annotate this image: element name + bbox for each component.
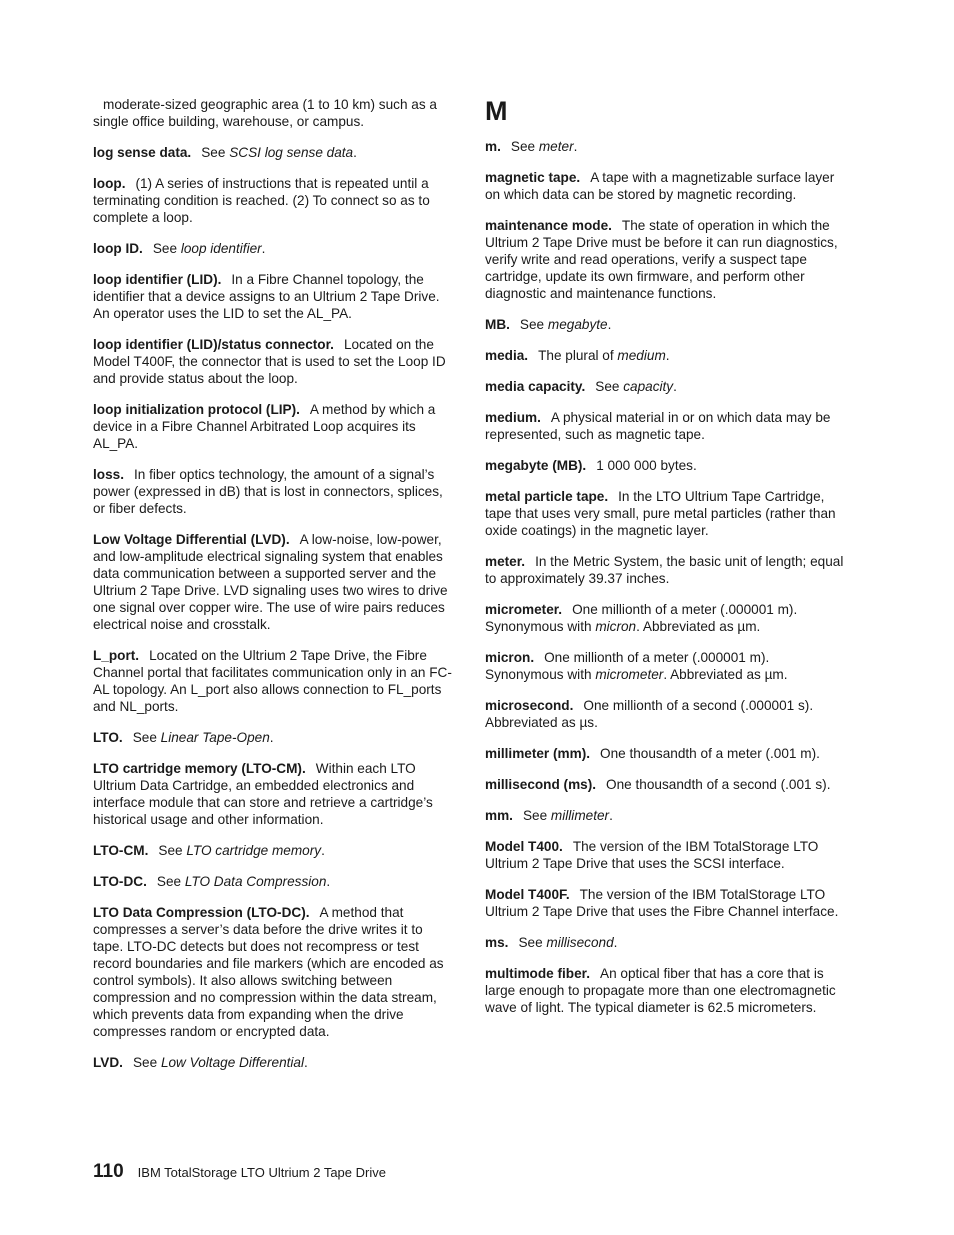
glossary-entry	[93, 144, 455, 161]
glossary-column-left	[93, 96, 455, 1085]
glossary-tail: .	[609, 808, 613, 823]
glossary-entry	[485, 553, 845, 587]
glossary-term: loop identifier (LID).	[93, 272, 222, 287]
glossary-term: media capacity.	[485, 379, 586, 394]
glossary-definition: 1 000 000 bytes.	[596, 458, 697, 473]
glossary-term: m.	[485, 139, 501, 154]
glossary-definition: The version of the IBM TotalStorage LTO Ultrium 2 Tape Drive that uses the Fibre Channel interface.	[485, 887, 839, 919]
glossary-tail: .	[665, 348, 670, 363]
glossary-term: LTO cartridge memory (LTO-CM).	[93, 761, 306, 776]
glossary-entry	[93, 760, 455, 828]
glossary-entry	[93, 466, 455, 517]
glossary-entry	[485, 347, 845, 364]
glossary-term: loop ID.	[93, 241, 143, 256]
glossary-term: meter.	[485, 554, 526, 569]
glossary-term: multimode fiber.	[485, 966, 590, 981]
glossary-cross-reference: Low Voltage Differential	[160, 1055, 305, 1070]
glossary-definition: A low-noise, low-power, and low-amplitude electrical signaling system that enables data communication between a supported server and the Ultrium 2 Tape Drive. LVD signaling uses two wires to drive one signal over copper wire. The use of wire pairs reduces electrical noise and crosstalk.	[93, 532, 448, 632]
glossary-entry	[93, 1054, 455, 1071]
glossary-entry	[93, 729, 455, 746]
glossary-entry	[485, 169, 845, 203]
glossary-entry	[485, 488, 845, 539]
glossary-tail: .	[321, 843, 325, 858]
glossary-entry	[93, 904, 455, 1040]
glossary-entry	[93, 336, 455, 387]
glossary-entry	[93, 647, 455, 715]
glossary-definition: A physical material in or on which data may be represented, such as magnetic tape.	[485, 410, 831, 442]
glossary-cross-reference: loop identifier	[180, 241, 262, 256]
glossary-cross-reference: LTO Data Compression	[184, 874, 327, 889]
glossary-entry	[485, 745, 845, 762]
glossary-term: log sense data.	[93, 145, 192, 160]
glossary-definition: See	[156, 874, 182, 889]
glossary-definition: One millionth of a meter (.000001 m). Synonymous with	[485, 602, 798, 634]
glossary-cross-reference: LTO cartridge memory	[186, 843, 322, 858]
glossary-term: MB.	[485, 317, 510, 332]
glossary-term: microsecond.	[485, 698, 574, 713]
glossary-term: micrometer.	[485, 602, 563, 617]
glossary-tail: .	[673, 379, 677, 394]
glossary-definition: A method by which a device in a Fibre Channel Arbitrated Loop acquires its AL_PA.	[93, 402, 436, 451]
glossary-entry	[93, 873, 455, 890]
glossary-term: LTO-CM.	[93, 843, 149, 858]
glossary-tail: .	[613, 935, 618, 950]
glossary-column-right	[485, 96, 845, 1030]
glossary-cross-reference: micron	[595, 619, 637, 634]
glossary-cross-reference: Linear Tape-Open	[160, 730, 270, 745]
glossary-cross-reference: millisecond	[546, 935, 614, 950]
glossary-entry	[485, 316, 845, 333]
glossary-term: maintenance mode.	[485, 218, 612, 233]
glossary-term: metal particle tape.	[485, 489, 609, 504]
glossary-tail: .	[269, 730, 274, 745]
glossary-cross-reference: micrometer	[595, 667, 664, 682]
glossary-entry	[485, 697, 845, 731]
glossary-definition: A method that compresses a server’s data before the drive writes it to tape. LTO-DC detects but does not recompress or test record boundaries and file markers (which are encoded as control symbols). It also allows switching between compression and no compression within the data stream, which prevents data from expanding when the drive compresses random or encrypted data.	[93, 905, 444, 1039]
glossary-definition: Located on the Model T400F, the connector that is used to set the Loop ID and provide status about the loop.	[93, 337, 446, 386]
glossary-definition: One thousandth of a meter (.001 m).	[600, 746, 820, 761]
book-title: IBM TotalStorage LTO Ultrium 2 Tape Drive	[137, 1165, 386, 1180]
glossary-term: LTO Data Compression (LTO-DC).	[93, 905, 310, 920]
glossary-cross-reference: SCSI log sense data	[229, 145, 354, 160]
glossary-definition: See	[152, 241, 178, 256]
glossary-term: LVD.	[93, 1055, 123, 1070]
glossary-term: millimeter (mm).	[485, 746, 590, 761]
glossary-term: medium.	[485, 410, 541, 425]
glossary-term: millisecond (ms).	[485, 777, 597, 792]
section-letter-heading: M	[485, 96, 508, 126]
glossary-cross-reference: megabyte	[547, 317, 608, 332]
glossary-tail: .	[326, 874, 331, 889]
glossary-term: L_port.	[93, 648, 140, 663]
glossary-definition: (1) A series of instructions that is repeated until a terminating condition is reached. (2) To connect so as to complete a loop.	[93, 176, 430, 225]
glossary-entry	[485, 457, 845, 474]
glossary-term: media.	[485, 348, 529, 363]
glossary-entry	[485, 807, 845, 824]
glossary-term: loop.	[93, 176, 126, 191]
glossary-definition: See	[132, 730, 157, 745]
glossary-entry	[93, 96, 455, 130]
glossary-term: Model T400F.	[485, 887, 570, 902]
glossary-term: LTO-DC.	[93, 874, 147, 889]
glossary-tail: .	[573, 139, 578, 154]
glossary-entry	[93, 531, 455, 633]
glossary-entry	[485, 138, 845, 155]
glossary-definition: An optical fiber that has a core that is large enough to propagate more than one electromagnetic wave of light. The typical diameter is 62.5 micrometers.	[485, 966, 836, 1015]
glossary-definition: The version of the IBM TotalStorage LTO Ultrium 2 Tape Drive that uses the SCSI interface.	[485, 839, 819, 871]
glossary-definition: See	[595, 379, 620, 394]
glossary-entry	[485, 409, 845, 443]
glossary-tail: .	[261, 241, 266, 256]
glossary-definition: The state of operation in which the Ultrium 2 Tape Drive must be before it can run diagnostics, verify write and read operations, verify a suspect tape cartridge, update its own firmware, and perform other diagnostic and maintenance functions.	[485, 218, 838, 301]
glossary-tail: .	[607, 317, 612, 332]
glossary-entry	[485, 217, 845, 302]
glossary-term: loop initialization protocol (LIP).	[93, 402, 300, 417]
glossary-definition: In fiber optics technology, the amount of a signal’s power (expressed in dB) that is lost in connectors, splices, or fiber defects.	[93, 467, 443, 516]
glossary-definition: One thousandth of a second (.001 s).	[606, 777, 831, 792]
glossary-definition: moderate-sized geographic area (1 to 10 km) such as a single office building, warehouse, or campus.	[93, 97, 437, 129]
glossary-definition: In the Metric System, the basic unit of length; equal to approximately 39.37 inches.	[485, 554, 844, 586]
glossary-definition: See	[510, 139, 536, 154]
glossary-cross-reference: capacity	[623, 379, 674, 394]
glossary-entry	[93, 401, 455, 452]
glossary-entry	[93, 842, 455, 859]
glossary-definition: One millionth of a second (.000001 s). Abbreviated as µs.	[485, 698, 814, 730]
glossary-entry	[485, 378, 845, 395]
glossary-definition: In the LTO Ultrium Tape Cartridge, tape that uses very small, pure metal particles (rather than oxide coatings) in the magnetic layer.	[485, 489, 836, 538]
page-number: 110	[93, 1161, 124, 1182]
glossary-term: Low Voltage Differential (LVD).	[93, 532, 290, 547]
glossary-cross-reference: millimeter	[550, 808, 610, 823]
glossary-definition: See	[519, 317, 545, 332]
glossary-tail: . Abbreviated as µm.	[663, 667, 788, 682]
glossary-entry	[485, 965, 845, 1016]
glossary-tail: .	[304, 1055, 308, 1070]
glossary-definition: In a Fibre Channel topology, the identifier that a device assigns to an Ultrium 2 Tape Drive. An operator uses the LID to set the AL_PA.	[93, 272, 440, 321]
glossary-definition: A tape with a magnetizable surface layer on which data can be stored by magnetic recording.	[485, 170, 835, 202]
glossary-cross-reference: meter	[538, 139, 574, 154]
glossary-definition: The plural of	[538, 348, 614, 363]
glossary-term: LTO.	[93, 730, 123, 745]
glossary-term: Model T400.	[485, 839, 563, 854]
glossary-term: loop identifier (LID)/status connector.	[93, 337, 334, 352]
page-footer	[93, 1160, 386, 1185]
glossary-entry	[93, 240, 455, 257]
glossary-definition: See	[522, 808, 548, 823]
glossary-cross-reference: medium	[617, 348, 666, 363]
glossary-entry	[485, 886, 845, 920]
glossary-definition: See	[518, 935, 543, 950]
glossary-entry	[93, 271, 455, 322]
glossary-definition: See	[132, 1055, 158, 1070]
glossary-definition: One millionth of a meter (.000001 m). Synonymous with	[485, 650, 770, 682]
glossary-definition: See	[201, 145, 226, 160]
glossary-term: ms.	[485, 935, 509, 950]
glossary-tail: . Abbreviated as µm.	[636, 619, 761, 634]
glossary-definition: See	[158, 843, 183, 858]
glossary-definition: Within each LTO Ultrium Data Cartridge, an embedded electronics and interface module that can store and retrieve a cartridge’s historical usage and other information.	[93, 761, 433, 827]
glossary-tail: .	[353, 145, 357, 160]
glossary-entry	[485, 649, 845, 683]
glossary-term: micron.	[485, 650, 535, 665]
glossary-term: megabyte (MB).	[485, 458, 587, 473]
glossary-entry	[485, 601, 845, 635]
glossary-entry	[485, 934, 845, 951]
glossary-term: magnetic tape.	[485, 170, 581, 185]
glossary-term: mm.	[485, 808, 513, 823]
glossary-entry	[93, 175, 455, 226]
glossary-definition: Located on the Ultrium 2 Tape Drive, the Fibre Channel portal that facilitates communication only in an FC-AL topology. An L_port also allows connection to FL_ports and NL_ports.	[93, 648, 452, 714]
glossary-term: loss.	[93, 467, 124, 482]
glossary-entry	[485, 776, 845, 793]
glossary-entry	[485, 838, 845, 872]
